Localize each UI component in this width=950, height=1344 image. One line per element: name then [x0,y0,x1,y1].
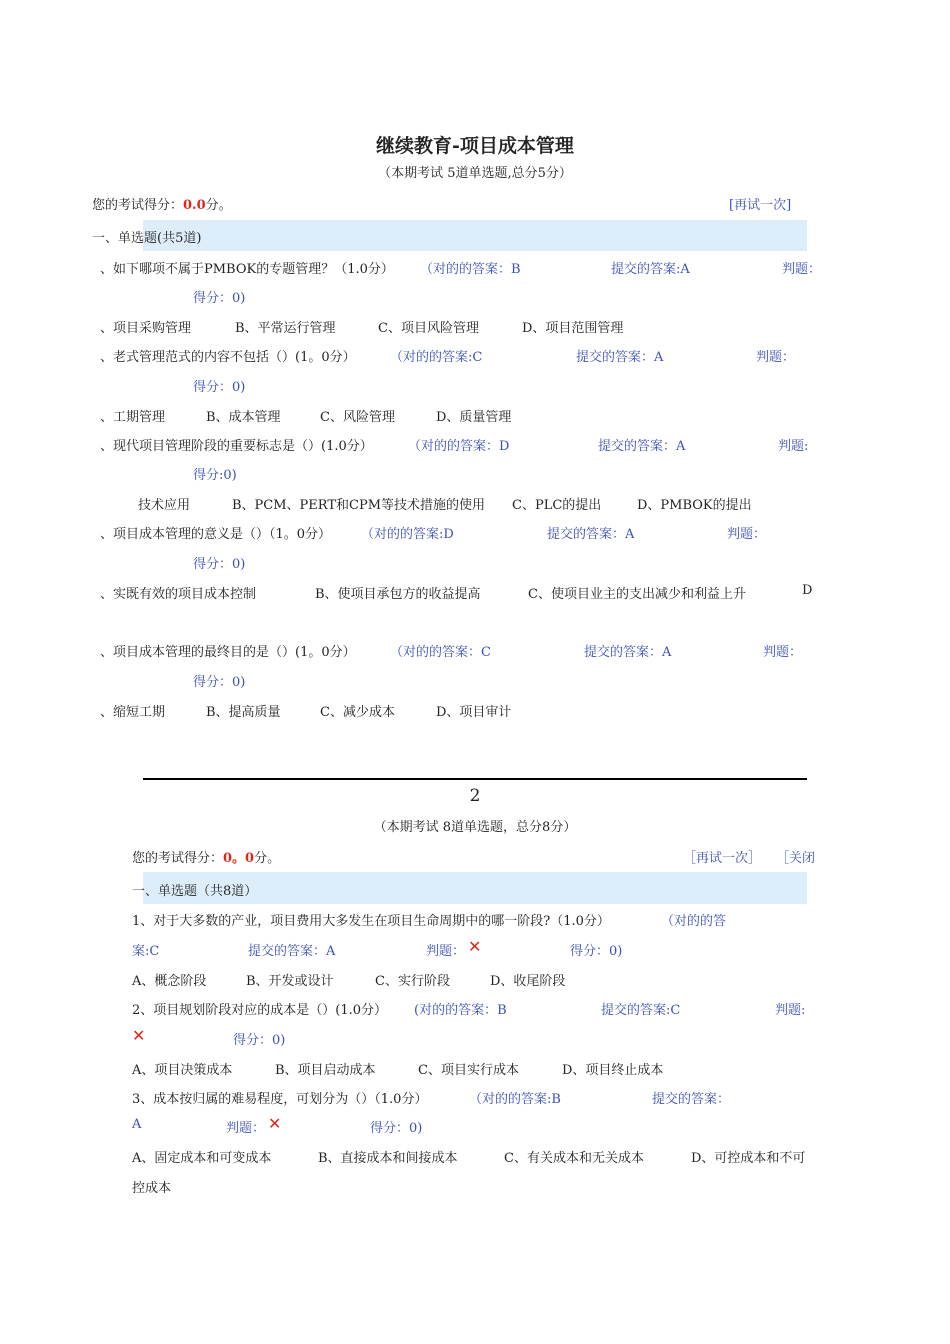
option-d[interactable]: D、收尾阶段 [490,974,566,989]
question-4-judge: 判题： [727,527,767,542]
question-3-correct: （对的的答案：D [408,439,510,454]
question-5-judge: 判题： [763,645,803,660]
option-b[interactable]: B、使项目承包方的收益提高 [315,587,481,602]
exam-subtitle-2: （本期考试 8道单选题，总分8分） [373,820,577,835]
option-b[interactable]: B、项目启动成本 [275,1063,376,1078]
question-4-text: 、项目成本管理的意义是（）（1。0分） [100,527,332,542]
option-d[interactable]: D [802,583,813,598]
question-3-correct: （对的的答案:B [469,1092,561,1107]
question-2-text: 2、项目规划阶段对应的成本是（）(1.0分） [132,1003,388,1018]
question-1-submitted: 提交的答案：A [248,944,336,959]
option-b[interactable]: B、成本管理 [206,410,281,425]
score-value: 0。0 [223,851,255,866]
question-2-judge: 判题： [756,350,796,365]
exam-subtitle: （本期考试 5道单选题,总分5分） [378,166,572,181]
question-3-submitted: 提交的答案： [652,1092,731,1107]
option-a[interactable]: 技术应用 [138,498,191,513]
option-d[interactable]: D、项目审计 [436,705,512,720]
question-2-text: 、老式管理范式的内容不包括（）(1。0分） [100,350,356,365]
question-1-score: 得分：0) [193,291,246,306]
question-2-score: 得分：0) [233,1033,286,1048]
score-line-2 [132,847,280,866]
score-value: 0.0 [183,198,206,213]
option-d[interactable]: D、项目范围管理 [522,321,624,336]
option-c[interactable]: C、PLC的提出 [512,498,602,513]
option-b[interactable]: B、直接成本和间接成本 [318,1151,458,1166]
option-d[interactable]: D、质量管理 [436,410,512,425]
section-header-band [143,220,807,251]
question-1-text: 、如下哪项不属于PMBOK的专题管理？（1.0分） [100,262,394,277]
question-3-submitted: 提交的答案：A [598,439,686,454]
question-3-text: 3、成本按归属的难易程度，可划分为（）（1.0分） [132,1092,428,1107]
close-link[interactable]: ［关闭 [776,851,816,866]
score-label: 您的考试得分： [92,198,184,213]
wrong-mark-icon: ✕ [132,1026,146,1045]
question-3-score: 得分:0) [193,468,237,483]
option-a[interactable]: A、概念阶段 [132,974,207,989]
option-a[interactable]: 、实既有效的项目成本控制 [100,587,257,602]
score-label: 您的考试得分： [132,851,224,866]
question-3-text: 、现代项目管理阶段的重要标志是（）(1.0分） [100,439,373,454]
option-c[interactable]: C、减少成本 [320,705,395,720]
section-header-2: 一、单选题（共8道） [132,884,258,899]
question-3-judge: 判题： [226,1121,266,1136]
option-c[interactable]: C、使项目业主的支出减少和利益上升 [528,587,746,602]
question-1-text: 1、对于大多数的产业，项目费用大多发生在项目生命周期中的哪一阶段?（1.0分） [132,914,610,929]
option-b[interactable]: B、提高质量 [206,705,281,720]
question-2-submitted: 提交的答案：A [576,350,664,365]
question-3-submitted-cont: A [132,1117,142,1132]
option-a[interactable]: 、工期管理 [100,410,166,425]
question-4-score: 得分：0) [193,557,246,572]
question-4-submitted: 提交的答案：A [547,527,635,542]
wrong-mark-icon: ✕ [468,937,482,956]
question-5-correct: （对的的答案：C [390,645,491,660]
question-4-correct: （对的的答案:D [361,527,454,542]
option-a[interactable]: A、固定成本和可变成本 [132,1151,272,1166]
score-line [92,194,232,213]
option-b[interactable]: B、开发或设计 [246,974,334,989]
option-d[interactable]: D、PMBOK的提出 [637,498,752,513]
question-1-submitted: 提交的答案:A [611,262,690,277]
question-5-submitted: 提交的答案：A [584,645,672,660]
question-1-judge: 判题： [426,944,466,959]
option-a[interactable]: A、项目决策成本 [132,1063,233,1078]
option-d-cont: 控成本 [132,1181,172,1196]
option-a[interactable]: 、项目采购管理 [100,321,192,336]
option-c[interactable]: C、风险管理 [320,410,395,425]
question-2-correct: (对的的答案：B [414,1003,507,1018]
page-title: 继续教育-项目成本管理 [376,135,574,157]
question-3-judge: 判题: [778,439,809,454]
option-c[interactable]: C、实行阶段 [375,974,450,989]
question-2-score: 得分：0) [193,380,246,395]
question-1-correct: （对的的答 [661,914,727,929]
question-5-score: 得分：0) [193,675,246,690]
question-3-score: 得分：0) [370,1121,423,1136]
question-5-text: 、项目成本管理的最终目的是（）(1。0分） [100,645,356,660]
question-1-correct: （对的的答案：B [420,262,521,277]
option-c[interactable]: C、项目实行成本 [418,1063,519,1078]
option-d[interactable]: D、项目终止成本 [562,1063,664,1078]
score-unit: 分。 [205,198,232,213]
question-2-judge: 判题: [775,1003,806,1018]
retry-link[interactable]: [再试一次] [729,198,792,213]
question-1-judge: 判题： [782,262,822,277]
question-2-correct: （对的的答案:C [390,350,483,365]
option-c[interactable]: C、项目风险管理 [378,321,479,336]
option-b[interactable]: B、PCM、PERT和CPM等技术措施的使用 [232,498,486,513]
wrong-mark-icon: ✕ [268,1114,282,1133]
retry-link-2[interactable]: ［再试一次］ [683,851,762,866]
question-2-submitted: 提交的答案:C [601,1003,681,1018]
option-b[interactable]: B、平常运行管理 [235,321,336,336]
section-divider [143,778,807,780]
option-d[interactable]: D、可控成本和不可 [691,1151,806,1166]
section-header: 一、单选题(共5道) [92,231,202,246]
score-unit: 分。 [254,851,281,866]
question-1-correct-cont: 案:C [132,944,160,959]
option-c[interactable]: C、有关成本和无关成本 [504,1151,644,1166]
question-1-score: 得分：0) [570,944,623,959]
option-a[interactable]: 、缩短工期 [100,705,166,720]
section-2-title: 2 [469,786,481,806]
